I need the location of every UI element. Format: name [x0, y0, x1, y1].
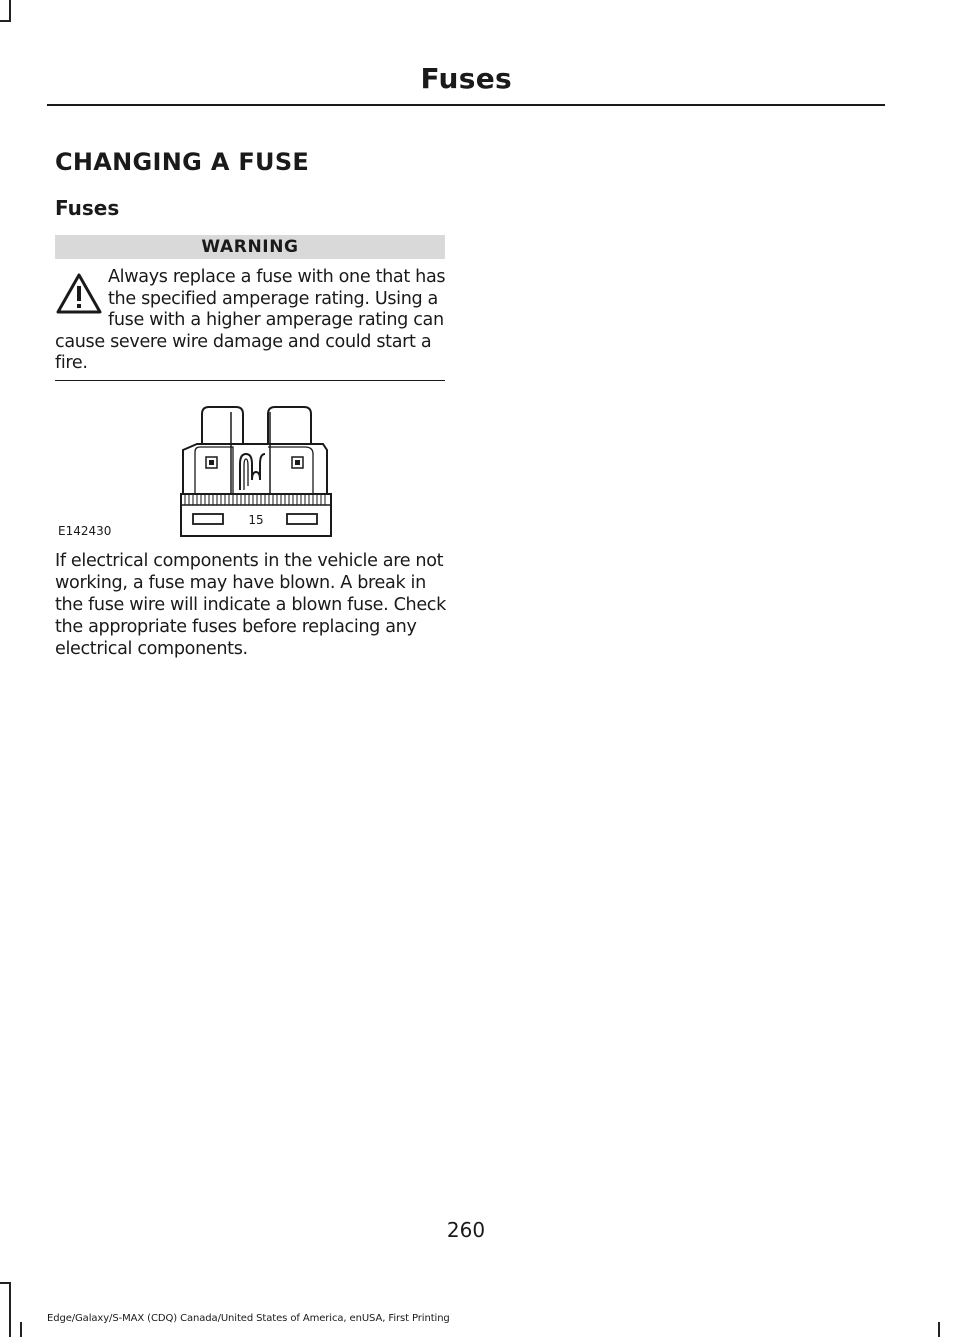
page-number: 260: [446, 1218, 486, 1242]
header-title: Fuses: [420, 62, 512, 95]
warning-text: [55, 267, 447, 375]
warning-rule: [55, 380, 445, 381]
section-heading: CHANGING A FUSE: [55, 148, 310, 176]
crop-mark-bottom-left-horizontal: [0, 1282, 11, 1284]
crop-mark-bottom-left-tick: [20, 1322, 22, 1337]
warning-label: WARNING: [55, 235, 445, 259]
page-footer: Edge/Galaxy/S-MAX (CDQ) Canada/United States of America, enUSA, First Printing: [47, 1313, 450, 1324]
header-rule: [47, 104, 885, 106]
crop-mark-bottom-left-vertical: [9, 1282, 11, 1337]
warning-text-content: Always replace a fuse with one that has the specified amperage rating. Using a fuse with a higher amperage rating can cause severe wire damage and could start a fire.: [55, 267, 446, 374]
figure-code: E142430: [58, 524, 112, 538]
crop-mark-top-left-horizontal: [0, 20, 11, 22]
crop-mark-bottom-right-tick: [938, 1322, 940, 1337]
crop-mark-top-left-vertical: [9, 0, 11, 20]
body-paragraph: If electrical components in the vehicle are not working, a fuse may have blown. A break in the fuse wire will indicate a blown fuse. Check the appropriate fuses before replacing any electrical components.: [55, 551, 446, 659]
section-subheading: Fuses: [55, 196, 120, 220]
fuse-illustration: [55, 402, 385, 542]
fuse-rating-label: 15: [248, 513, 264, 527]
